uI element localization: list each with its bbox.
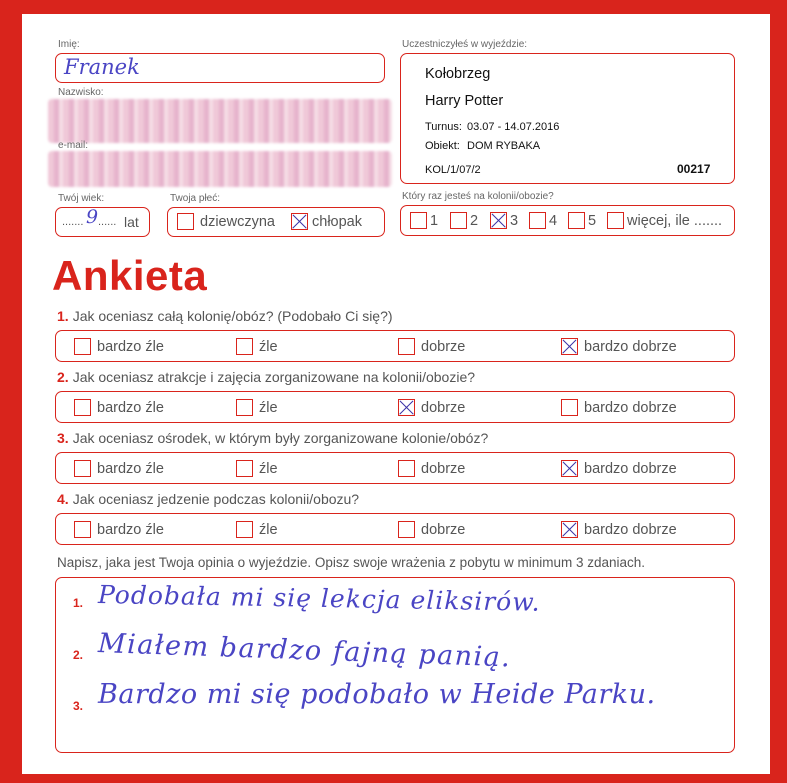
option-label: bardzo dobrze <box>584 399 677 416</box>
checkbox[interactable] <box>398 338 415 355</box>
times-option-label: 4 <box>549 212 558 229</box>
option[interactable] <box>236 521 278 538</box>
opinion-line-number: 3. <box>73 699 84 713</box>
checkbox[interactable] <box>236 338 253 355</box>
age-unit: lat <box>124 214 139 230</box>
question-text: Jak oceniasz atrakcje i zajęcia zorganizowane na kolonii/obozie? <box>72 369 476 385</box>
question-number: 2. <box>57 369 69 385</box>
times-option-label: więcej, ile ....... <box>627 212 723 229</box>
trip-code: KOL/1/07/2 <box>425 164 481 176</box>
name-label: Imię: <box>58 39 80 50</box>
age-label: Twój wiek: <box>58 193 105 204</box>
checkbox[interactable] <box>74 460 91 477</box>
times-label: Który raz jesteś na kolonii/obozie? <box>402 191 554 202</box>
age-handwriting: 9 <box>86 206 99 228</box>
email-redaction <box>48 151 392 187</box>
question-2 <box>57 369 475 385</box>
option-label: dobrze <box>421 399 466 416</box>
checkbox-checked[interactable] <box>398 399 415 416</box>
question-1-options <box>55 330 735 362</box>
question-4 <box>57 491 359 507</box>
option[interactable] <box>74 399 164 416</box>
option[interactable] <box>398 338 465 355</box>
times-option-1[interactable] <box>410 212 438 229</box>
surname-redaction <box>48 99 392 143</box>
checkbox[interactable] <box>398 521 415 538</box>
opinion-prompt: Napisz, jaka jest Twoja opinia o wyjeździe. Opisz swoje wrażenia z pobytu w minimum 3 zdaniach. <box>57 555 646 570</box>
gender-option-label: dziewczyna <box>200 213 275 230</box>
option[interactable] <box>398 521 465 538</box>
checkbox[interactable] <box>74 338 91 355</box>
times-option-3[interactable] <box>490 212 518 229</box>
survey-sheet <box>22 14 770 774</box>
checkbox-checked[interactable] <box>561 460 578 477</box>
gender-option-label: chłopak <box>312 213 362 230</box>
times-field <box>400 205 735 236</box>
option-label: bardzo źle <box>97 399 164 416</box>
opinion-line-1: Podobała mi się lekcja eliksirów. <box>97 580 541 617</box>
turnus-label: Turnus: <box>425 121 462 133</box>
option-label: bardzo źle <box>97 460 164 477</box>
question-2-options <box>55 391 735 423</box>
question-number: 1. <box>57 308 69 324</box>
question-3-options <box>55 452 735 484</box>
question-1 <box>57 308 393 324</box>
option-label: dobrze <box>421 338 466 355</box>
surname-label: Nazwisko: <box>58 87 104 98</box>
obiekt-value: DOM RYBAKA <box>467 140 541 152</box>
option[interactable] <box>74 338 164 355</box>
times-option-label: 3 <box>510 212 519 229</box>
option-label: źle <box>259 521 278 538</box>
question-number: 4. <box>57 491 69 507</box>
times-option-more[interactable] <box>607 212 722 229</box>
checkbox[interactable] <box>529 212 546 229</box>
opinion-line-number: 2. <box>73 648 84 662</box>
name-field[interactable] <box>55 53 385 83</box>
obiekt-label: Obiekt: <box>425 140 460 152</box>
times-option-label: 1 <box>430 212 439 229</box>
checkbox-checked[interactable] <box>561 338 578 355</box>
option-label: bardzo dobrze <box>584 521 677 538</box>
age-dots-left: ....... <box>62 216 84 228</box>
option[interactable] <box>561 460 677 477</box>
question-text: Jak oceniasz całą kolonię/obóz? (Podobało Ci się?) <box>72 308 393 324</box>
email-label: e-mail: <box>58 140 89 151</box>
checkbox-boy-checked[interactable] <box>291 213 308 230</box>
question-text: Jak oceniasz jedzenie podczas kolonii/obozu? <box>72 491 360 507</box>
option[interactable] <box>74 521 164 538</box>
checkbox-checked[interactable] <box>561 521 578 538</box>
checkbox[interactable] <box>74 399 91 416</box>
age-dots-right: ...... <box>98 216 117 228</box>
trip-number: 00217 <box>677 162 711 176</box>
checkbox[interactable] <box>561 399 578 416</box>
option[interactable] <box>561 338 677 355</box>
opinion-box[interactable] <box>55 577 735 753</box>
trip-theme: Harry Potter <box>425 93 504 109</box>
checkbox[interactable] <box>568 212 585 229</box>
times-option-label: 2 <box>470 212 479 229</box>
trip-city: Kołobrzeg <box>425 66 491 82</box>
opinion-line-number: 1. <box>73 596 84 610</box>
option[interactable] <box>561 521 677 538</box>
checkbox-checked[interactable] <box>490 212 507 229</box>
option[interactable] <box>236 460 278 477</box>
option[interactable] <box>236 399 278 416</box>
times-option-label: 5 <box>588 212 597 229</box>
times-option-5[interactable] <box>568 212 596 229</box>
option[interactable] <box>398 460 465 477</box>
question-4-options <box>55 513 735 545</box>
gender-field <box>167 207 385 237</box>
gender-option-boy[interactable] <box>291 213 362 230</box>
option-label: bardzo dobrze <box>584 338 677 355</box>
trip-info-box <box>400 53 735 184</box>
gender-option-girl[interactable] <box>177 213 275 230</box>
trip-label: Uczestniczyłeś w wyjeździe: <box>402 39 528 50</box>
opinion-line-3: Bardzo mi się podobało w Heide Parku. <box>98 679 656 710</box>
times-option-2[interactable] <box>450 212 478 229</box>
option-label: dobrze <box>421 460 466 477</box>
option[interactable] <box>398 399 465 416</box>
gender-label: Twoja płeć: <box>170 193 221 204</box>
checkbox-girl[interactable] <box>177 213 194 230</box>
option-label: źle <box>259 399 278 416</box>
question-3 <box>57 430 488 446</box>
checkbox[interactable] <box>236 460 253 477</box>
checkbox[interactable] <box>450 212 467 229</box>
option-label: dobrze <box>421 521 466 538</box>
question-text: Jak oceniasz ośrodek, w którym były zorganizowane kolonie/obóz? <box>72 430 489 446</box>
times-option-4[interactable] <box>529 212 557 229</box>
name-handwriting: Franek <box>64 55 140 79</box>
option[interactable] <box>74 460 164 477</box>
checkbox[interactable] <box>236 521 253 538</box>
page-title: Ankieta <box>52 252 208 299</box>
turnus-value: 03.07 - 14.07.2016 <box>467 121 560 133</box>
checkbox[interactable] <box>607 212 624 229</box>
checkbox[interactable] <box>236 399 253 416</box>
option-label: bardzo źle <box>97 338 164 355</box>
option-label: źle <box>259 460 278 477</box>
age-field[interactable] <box>55 207 150 237</box>
checkbox[interactable] <box>410 212 427 229</box>
option-label: bardzo źle <box>97 521 164 538</box>
option[interactable] <box>236 338 278 355</box>
checkbox[interactable] <box>74 521 91 538</box>
checkbox[interactable] <box>398 460 415 477</box>
opinion-line-2: Miałem bardzo fajną panią. <box>97 628 512 674</box>
option[interactable] <box>561 399 677 416</box>
option-label: źle <box>259 338 278 355</box>
question-number: 3. <box>57 430 69 446</box>
option-label: bardzo dobrze <box>584 460 677 477</box>
